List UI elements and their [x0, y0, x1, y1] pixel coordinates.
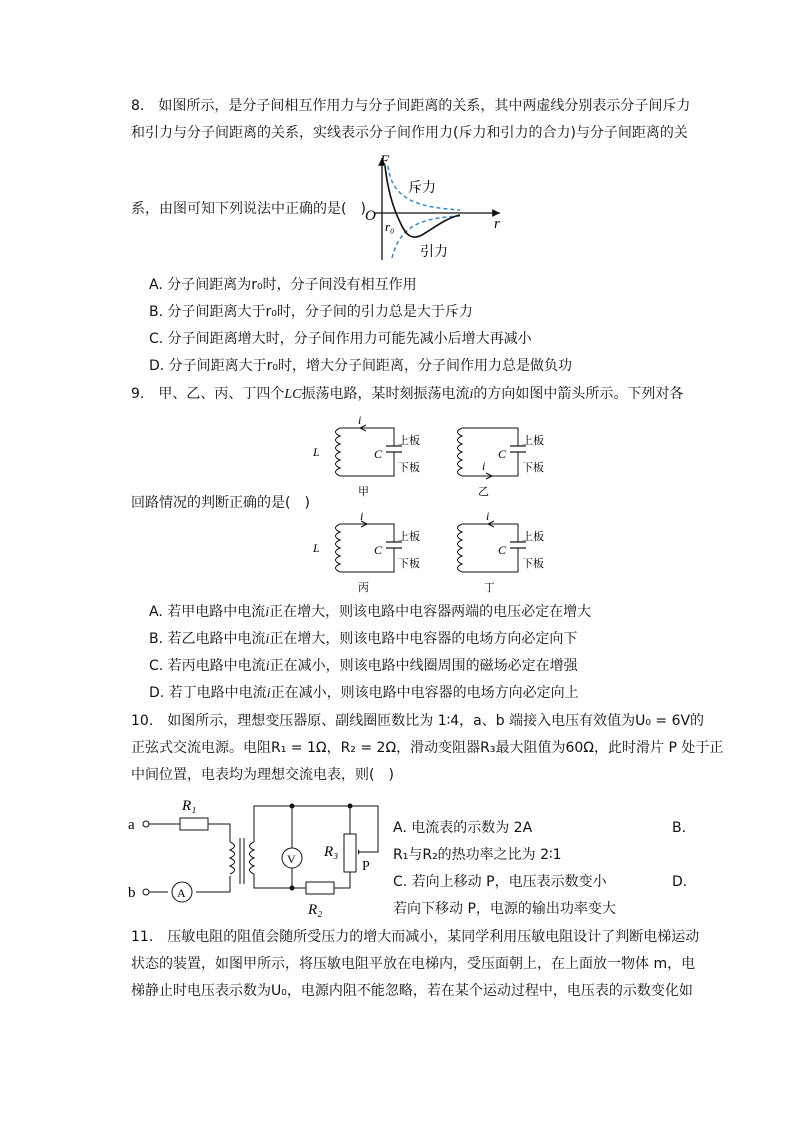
- q10-option-d-letter: D.: [672, 874, 688, 890]
- svg-text:上板: 上板: [522, 434, 544, 447]
- q11-stem-line-1: 11. 压敏电阻的阻值会随所受压力的增大而减小，某同学利用压敏电阻设计了判断电梯运动: [131, 929, 700, 945]
- q8-net-force-curve: [385, 166, 460, 237]
- q9-caption-ding: 丁: [484, 581, 495, 594]
- q10-resistor-r2: [306, 882, 334, 894]
- q10-option-a: A. 电流表的示数为 2A: [393, 820, 533, 836]
- svg-text:L: L: [313, 445, 320, 459]
- q10-transformer-circuit: [128, 796, 388, 920]
- svg-text:i: i: [482, 459, 486, 473]
- svg-text:C: C: [374, 543, 383, 557]
- q9-stem-i: i: [469, 387, 474, 402]
- q8-label-f: F: [380, 153, 390, 169]
- svg-text:P: P: [362, 859, 370, 874]
- q10-stem-line-1: 10. 如图所示，理想变压器原、副线圈匝数比为 1∶4，a、b 端接入电压有效值为U₀ = 6V的: [131, 713, 705, 729]
- svg-text:下板: 下板: [398, 461, 420, 474]
- q10-stem-line-3: 中间位置，电表均为理想交流电表，则( ): [131, 767, 394, 783]
- q10-stem-line-2: 正弦式交流电源。电阻R₁ = 1Ω，R₂ = 2Ω，滑动变阻器R₃最大阻值为60Ω，此时滑片 P 处于正: [131, 740, 724, 756]
- q8-label-r0: r₀: [385, 219, 395, 234]
- svg-text:R₁: R₁: [182, 798, 197, 814]
- q9-stem-lc: LC: [284, 387, 302, 402]
- q10-option-d: 若向下移动 P，电源的输出功率变大: [393, 901, 616, 917]
- svg-text:下板: 下板: [522, 461, 544, 474]
- svg-text:R₂: R₂: [308, 902, 323, 918]
- svg-text:上板: 上板: [398, 530, 420, 543]
- q8-option-c: C. 分子间距离增大时，分子间作用力可能先减小后增大再减小: [149, 331, 532, 347]
- svg-text:上板: 上板: [522, 530, 544, 543]
- q10-resistor-r1: [180, 818, 208, 830]
- q10-rheostat-r3: [344, 834, 356, 872]
- q8-option-d: D. 分子间距离大于r₀时，增大分子间距离，分子间作用力总是做负功: [149, 358, 573, 374]
- q8-label-r: r: [494, 216, 500, 232]
- q10-option-c: C. 若向上移动 P，电压表示数变小: [393, 874, 607, 890]
- svg-text:i: i: [360, 509, 364, 523]
- q9-option-b: B. 若乙电路中电流i正在增大，则该电路中电容器的电场方向必定向下: [149, 631, 578, 647]
- svg-text:i: i: [486, 509, 490, 523]
- q8-label-attraction: 引力: [420, 244, 448, 260]
- q9-circuit-bing: [312, 509, 432, 596]
- q11-stem-line-2: 状态的装置，如图甲所示，将压敏电阻平放在电梯内，受压面朝上，在上面放一物体 m，电: [131, 956, 696, 972]
- q9-caption-yi: 乙: [478, 485, 489, 498]
- q9-circuit-jia: [312, 413, 432, 500]
- q9-circuit-yi: [442, 416, 562, 500]
- q9-stem-line-1: [131, 385, 683, 404]
- svg-text:下板: 下板: [398, 557, 420, 570]
- q8-option-b: B. 分子间距离大于r₀时，分子间的引力总是大于斥力: [149, 304, 473, 320]
- svg-text:b: b: [128, 885, 136, 901]
- q8-option-a: A. 分子间距离为r₀时，分子间没有相互作用: [149, 277, 417, 293]
- svg-text:C: C: [498, 543, 507, 557]
- q9-caption-jia: 甲: [358, 485, 369, 498]
- q9-option-a: A. 若甲电路中电流i正在增大，则该电路中电容器两端的电压必定在增大: [149, 604, 592, 620]
- q9-stem-mid: 振荡电路，某时刻振荡电流: [301, 386, 470, 402]
- svg-text:C: C: [498, 447, 507, 461]
- svg-text:A: A: [177, 886, 186, 900]
- q9-stem-pre: 9. 甲、乙、丙、丁四个: [131, 386, 285, 402]
- q10-option-b: R₁与R₂的热功率之比为 2∶1: [393, 847, 562, 863]
- q8-stem-line-3: 系，由图可知下列说法中正确的是( ): [131, 201, 366, 217]
- svg-text:i: i: [358, 413, 362, 427]
- q8-stem-line-2: 和引力与分子间距离的关系，实线表示分子间作用力(斥力和引力的合力)与分子间距离的关: [131, 125, 688, 141]
- svg-text:上板: 上板: [398, 434, 420, 447]
- q10-slider-p: [358, 849, 360, 855]
- q9-circuit-ding: [442, 509, 562, 596]
- q11-stem-line-3: 梯静止时电压表示数为U₀，电源内阻不能忽略，若在某个运动过程中，电压表的示数变化如: [131, 983, 693, 999]
- svg-text:V: V: [287, 852, 296, 866]
- q8-label-o: O: [365, 208, 376, 224]
- q9-option-c: C. 若丙电路中电流i正在减小，则该电路中线圈周围的磁场必定在增强: [149, 658, 578, 674]
- svg-text:C: C: [374, 447, 383, 461]
- q9-stem-post: 的方向如图中箭头所示。下列对各: [473, 386, 684, 402]
- q9-stem-line-2: 回路情况的判断正确的是( ): [131, 495, 310, 511]
- svg-text:a: a: [128, 817, 135, 833]
- q8-force-distance-graph: [360, 152, 510, 262]
- q8-stem-line-1: 8. 如图所示，是分子间相互作用力与分子间距离的关系，其中两虚线分别表示分子间斥力: [131, 98, 691, 114]
- svg-text:下板: 下板: [522, 557, 544, 570]
- q9-option-d: D. 若丁电路中电流i正在减小，则该电路中电容器的电场方向必定向上: [149, 685, 579, 701]
- q8-label-repulsion: 斥力: [408, 180, 436, 196]
- svg-text:L: L: [313, 541, 320, 555]
- q9-caption-bing: 丙: [358, 581, 369, 594]
- q10-option-b-letter: B.: [672, 820, 687, 836]
- svg-text:R₃: R₃: [324, 844, 339, 860]
